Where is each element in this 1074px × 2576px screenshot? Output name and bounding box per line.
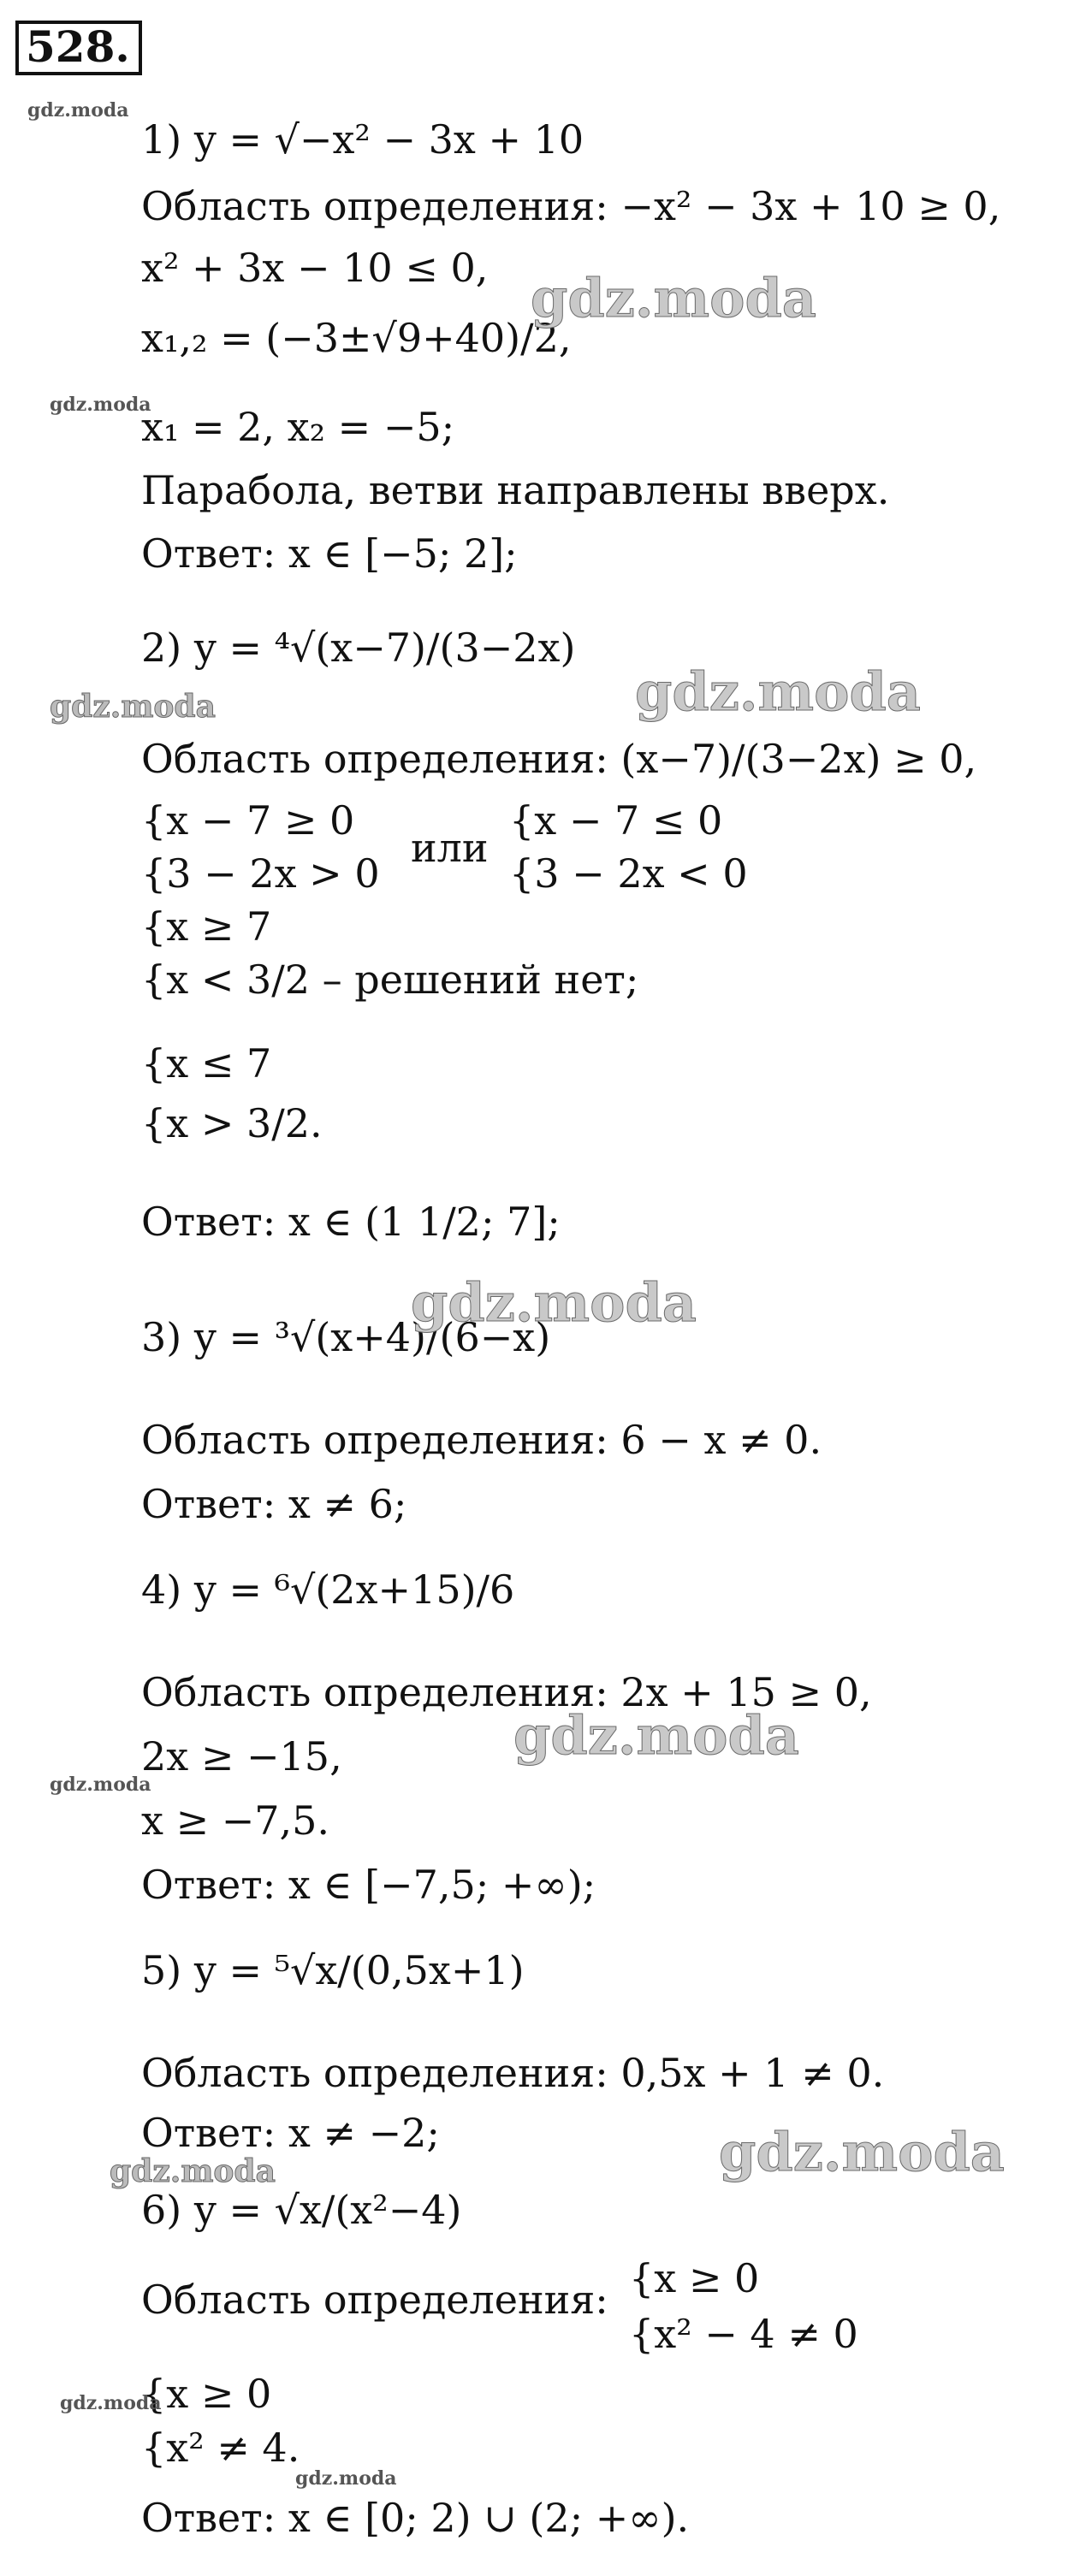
line-32: Область определения: — [141, 2277, 608, 2323]
line-15: {x ≥ 7 — [141, 903, 272, 950]
watermark: gdz.moda — [50, 1774, 151, 1796]
line-7: Ответ: x ∈ [−5; 2]; — [141, 530, 518, 577]
line-28: 5) y = ⁵√x/(0,5x+1) — [141, 1947, 525, 1993]
watermark: gdz.moda — [60, 2392, 162, 2414]
line-23: 4) y = ⁶√(2x+15)/6 — [141, 1566, 515, 1613]
watermark: gdz.moda — [513, 1704, 799, 1767]
line-33: {x ≥ 0 — [629, 2255, 760, 2301]
watermark: gdz.moda — [719, 2121, 1005, 2183]
line-18: {x > 3/2. — [141, 1100, 323, 1146]
line-37: Ответ: x ∈ [0; 2) ∪ (2; +∞). — [141, 2495, 690, 2541]
watermark: gdz.moda — [50, 689, 216, 725]
line-34: {x² − 4 ≠ 0 — [629, 2311, 858, 2357]
line-36: {x² ≠ 4. — [141, 2425, 300, 2471]
watermark: gdz.moda — [295, 2467, 397, 2490]
line-1: 1) y = √−x² − 3x + 10 — [141, 116, 584, 163]
line-9: Область определения: (x−7)/(3−2x) ≥ 0, — [141, 736, 977, 782]
watermark: gdz.moda — [635, 660, 921, 723]
line-21: Область определения: 6 − x ≠ 0. — [141, 1417, 822, 1463]
line-2: Область определения: −x² − 3x + 10 ≥ 0, — [141, 183, 1001, 229]
line-17: {x ≤ 7 — [141, 1040, 272, 1087]
line-20: 3) y = ³√(x+4)/(6−x) — [141, 1314, 551, 1360]
line-16: {x < 3/2 – решений нет; — [141, 956, 639, 1003]
line-13: {x − 7 ≤ 0 — [509, 797, 723, 844]
line-12: или — [411, 825, 489, 871]
line-3: x² + 3x − 10 ≤ 0, — [141, 245, 489, 291]
line-10: {x − 7 ≥ 0 — [141, 797, 355, 844]
line-26: x ≥ −7,5. — [141, 1797, 330, 1844]
line-30: Ответ: x ≠ −2; — [141, 2110, 440, 2156]
watermark: gdz.moda — [27, 99, 129, 121]
line-22: Ответ: x ≠ 6; — [141, 1481, 407, 1527]
line-27: Ответ: x ∈ [−7,5; +∞); — [141, 1862, 596, 1908]
line-4: x₁,₂ = (−3±√9+40)/2, — [141, 315, 572, 361]
line-29: Область определения: 0,5x + 1 ≠ 0. — [141, 2050, 885, 2096]
watermark: gdz.moda — [531, 267, 816, 329]
line-25: 2x ≥ −15, — [141, 1733, 342, 1780]
watermark: gdz.moda — [411, 1271, 697, 1334]
line-6: Парабола, ветви направлены вверх. — [141, 467, 890, 513]
line-11: {3 − 2x > 0 — [141, 850, 380, 897]
problem-number: 528. — [15, 21, 142, 75]
line-31: 6) y = √x/(x²−4) — [141, 2187, 462, 2233]
watermark: gdz.moda — [110, 2153, 276, 2189]
line-8: 2) y = ⁴√(x−7)/(3−2x) — [141, 625, 576, 671]
line-35: {x ≥ 0 — [141, 2371, 272, 2417]
line-24: Область определения: 2x + 15 ≥ 0, — [141, 1669, 872, 1715]
line-14: {3 − 2x < 0 — [509, 850, 748, 897]
line-19: Ответ: x ∈ (1 1/2; 7]; — [141, 1199, 561, 1245]
line-5: x₁ = 2, x₂ = −5; — [141, 404, 455, 450]
watermark: gdz.moda — [50, 394, 151, 416]
